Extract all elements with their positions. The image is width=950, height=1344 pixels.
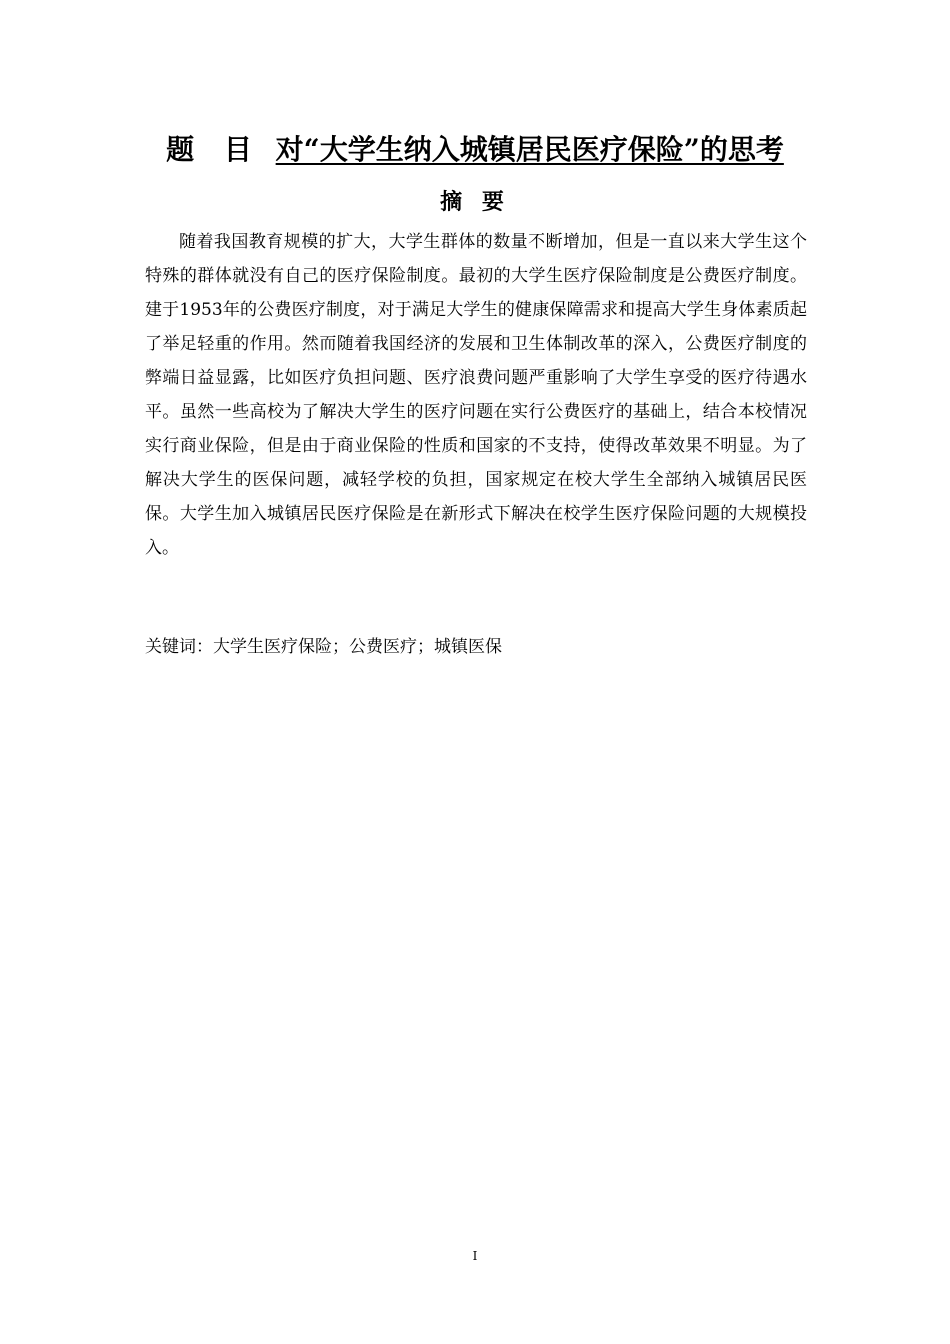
page-number: I <box>472 1249 478 1263</box>
abstract-heading: 摘 要 <box>440 189 510 215</box>
document-title <box>0 128 950 172</box>
keywords-line: 关键词：大学生医疗保险；公费医疗；城镇医保 <box>145 637 502 657</box>
abstract-body: 随着我国教育规模的扩大，大学生群体的数量不断增加，但是一直以来大学生这个特殊的群体就没有自己的医疗保险制度。最初的大学生医疗保险制度是公费医疗制度。建于1953年的公费医疗制度，对于满足大学生的健康保障需求和提高大学生身体素质起了举足轻重的作用。然而随着我国经济的发展和卫生体制改革的深入，公费医疗制度的弊端日益显露，比如医疗负担问题、医疗浪费问题严重影响了大学生享受的医疗待遇水平。虽然一些高校为了解决大学生的医疗问题在实行公费医疗的基础上，结合本校情况实行商业保险，但是由于商业保险的性质和国家的不支持，使得改革效果不明显。为了解决大学生的医保问题，减轻学校的负担，国家规定在校大学生全部纳入城镇居民医保。大学生加入城镇居民医疗保险是在新形式下解决在校学生医疗保险问题的大规模投入。 <box>145 232 807 558</box>
title-label: 题 目 <box>166 133 262 166</box>
title-text: 对“大学生纳入城镇居民医疗保险”的思考 <box>275 133 784 166</box>
